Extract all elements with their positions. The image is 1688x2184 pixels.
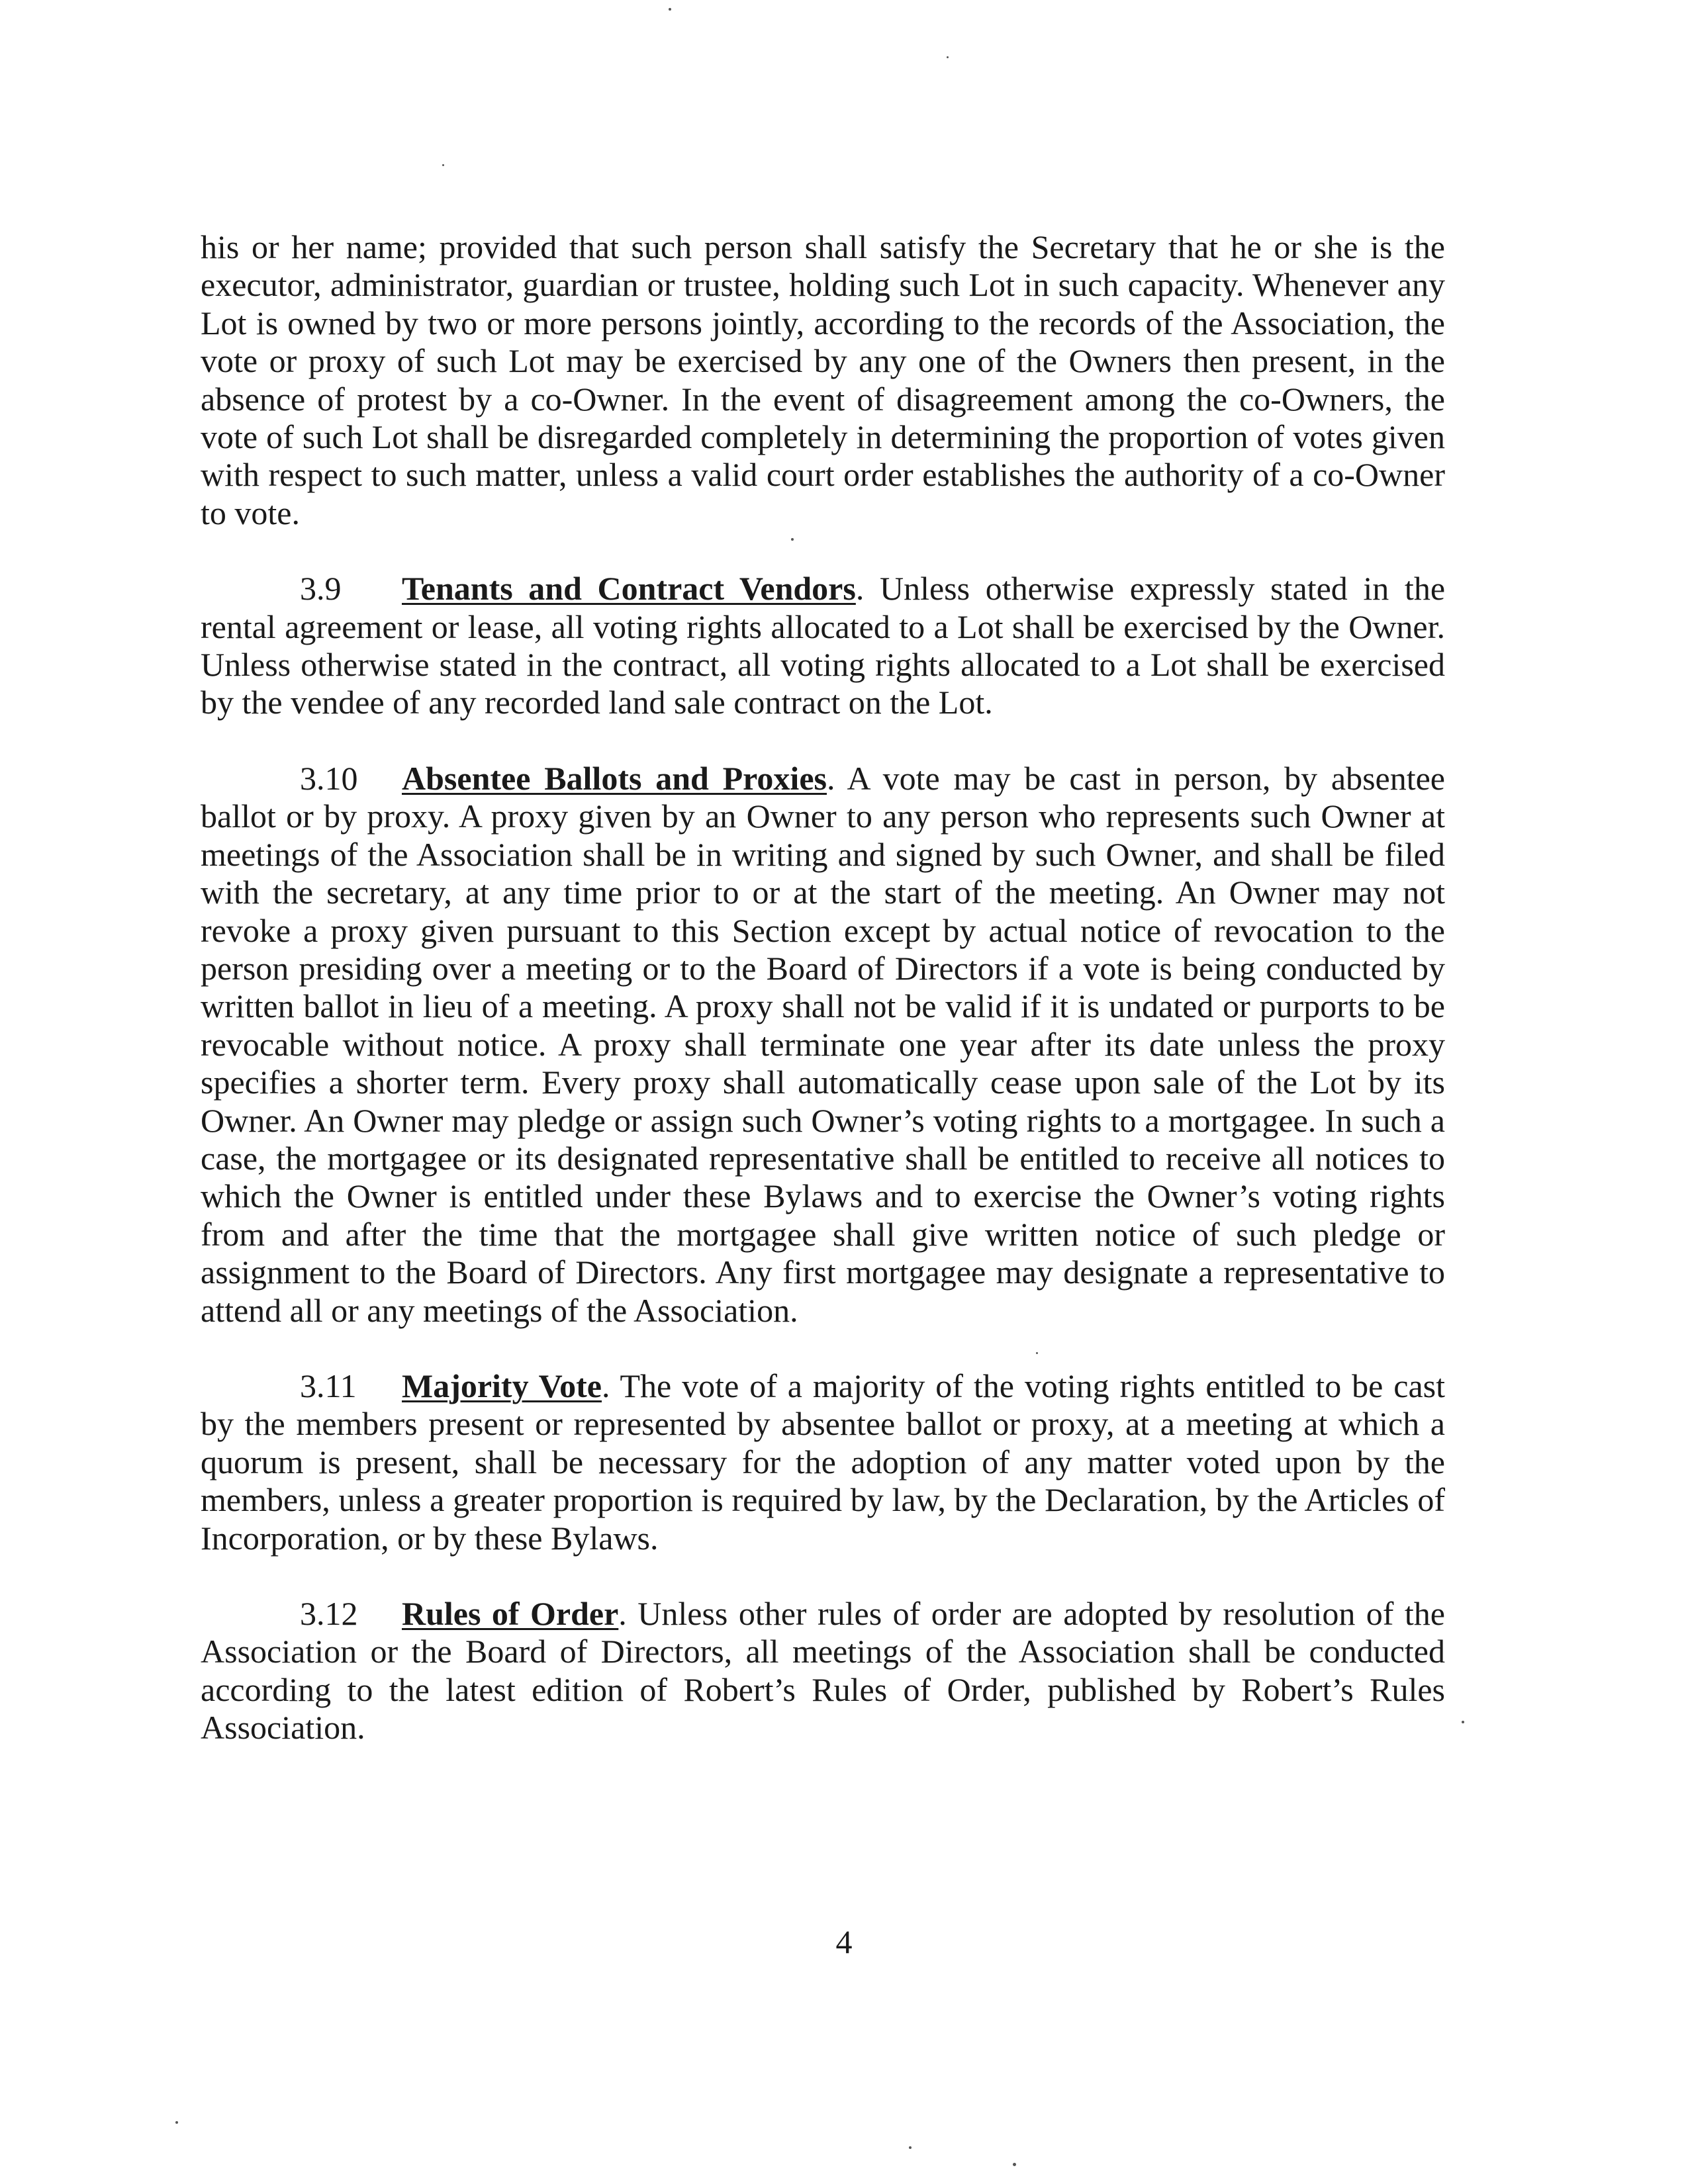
section-text: . The vote of a majority of the voting rights entitled to be cast by the members present or represented by absentee ballot or proxy, at a meeting at which a quorum is present, shall be necessary for the adoption of any matter voted upon by the members, unless a greater proportion is required by law, by the Declaration, by the Articles of Incorporation, or by these Bylaws. bbox=[201, 1367, 1445, 1557]
section-number: 3.12 bbox=[300, 1595, 358, 1632]
section-number: 3.11 bbox=[300, 1367, 357, 1404]
section-3-9 bbox=[201, 570, 1445, 722]
section-title: Majority Vote bbox=[402, 1367, 602, 1404]
section-number: 3.10 bbox=[300, 759, 358, 797]
section-title: Absentee Ballots and Proxies bbox=[402, 759, 827, 797]
scan-speck bbox=[175, 2121, 178, 2124]
scan-speck bbox=[442, 164, 444, 166]
intro-paragraph bbox=[201, 228, 1445, 532]
section-text: . A vote may be cast in person, by absentee ballot or by proxy. A proxy given by an Owner to any person who represents such Owner at meetings of the Association shall be in writing and signed by such Owner, and shall be filed with the secretary, at any time prior to or at the start of the meeting. An Owner may not revoke a proxy given pursuant to this Section except by actual notice of revocation to the person presiding over a meeting or to the Board of Directors if a vote is being conducted by written ballot in lieu of a meeting. A proxy shall not be valid if it is undated or purports to be revocable without notice. A proxy shall terminate one year after its date unless the proxy specifies a shorter term. Every proxy shall automatically cease upon sale of the Lot by its Owner. An Owner may pledge or assign such Owner’s voting rights to a mortgagee. In such a case, the mortgagee or its designated representative shall be entitled to receive all notices to which the Owner is entitled under these Bylaws and to exercise the Owner’s voting rights from and after the time that the mortgagee shall give written notice of such pledge or assignment to the Board of Directors. Any first mortgagee may designate a representative to attend all or any meetings of the Association. bbox=[201, 759, 1446, 1329]
intro-paragraph-text: his or her name; provided that such person shall satisfy the Secretary that he or she is the executor, administrator, guardian or trustee, holding such Lot in such capacity. Whenever any Lot is owned by two or more persons jointly, according to the records of the Association, the vote or proxy of such Lot may be exercised by any one of the Owners then present, in the absence of protest by a co-Owner. In the event of disagreement among the co-Owners, the vote of such Lot shall be disregarded completely in determining the proportion of votes given with respect to such matter, unless a valid court order establishes the authority of a co-Owner to vote. bbox=[201, 228, 1445, 531]
section-text: . Unless otherwise expressly stated in the rental agreement or lease, all voting rights allocated to a Lot shall be exercised by the Owner. Unless otherwise stated in the contract, all voting rights allocated to a Lot shall be exercised by the vendee of any recorded land sale contract on the Lot. bbox=[201, 570, 1446, 721]
scan-speck bbox=[669, 8, 671, 11]
section-title: Tenants and Contract Vendors bbox=[402, 570, 856, 608]
section-number: 3.9 bbox=[300, 570, 342, 608]
page-number: 4 bbox=[835, 1923, 853, 1960]
scan-speck bbox=[947, 56, 949, 58]
scan-speck bbox=[1013, 2163, 1016, 2166]
document-body bbox=[201, 228, 1445, 1785]
section-title: Rules of Order bbox=[402, 1595, 619, 1632]
scan-speck bbox=[909, 2146, 912, 2149]
section-3-11 bbox=[201, 1367, 1445, 1557]
section-text: . Unless other rules of order are adopted by resolution of the Association or the Board of Directors, all meetings of the Association shall be conducted according to the latest edition of Robert’s Rules of Order, published by Robert’s Rules Association. bbox=[201, 1595, 1445, 1747]
section-3-12 bbox=[201, 1595, 1445, 1747]
section-3-10 bbox=[201, 760, 1445, 1330]
scan-speck bbox=[1462, 1721, 1464, 1723]
